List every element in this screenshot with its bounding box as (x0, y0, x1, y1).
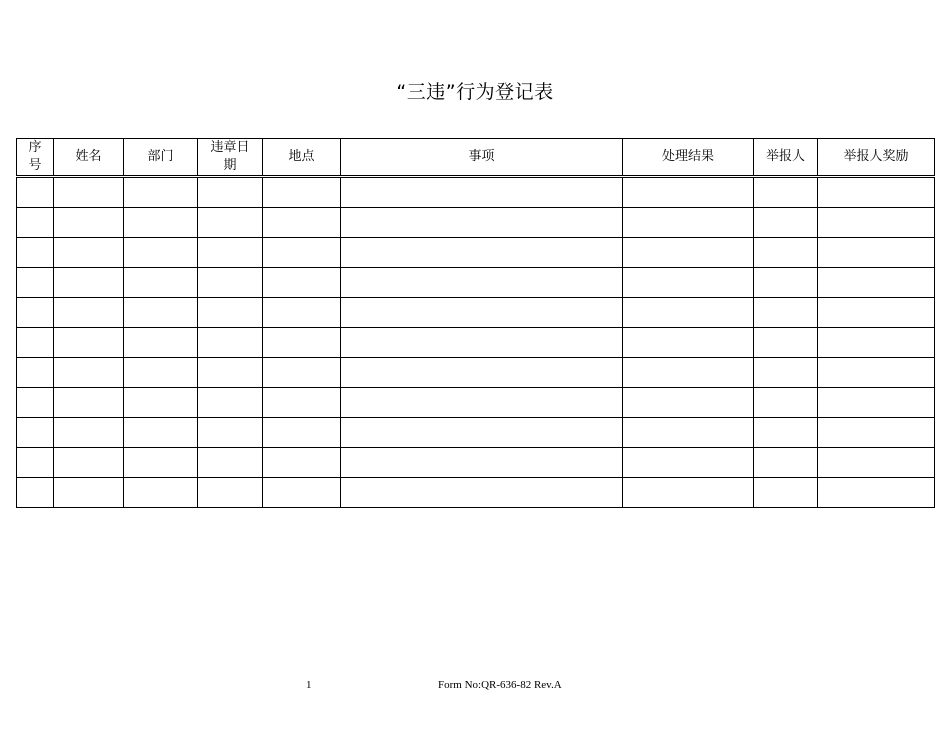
table-cell-name[interactable] (54, 388, 124, 418)
table-cell-date[interactable] (198, 177, 263, 208)
table-cell-result[interactable] (623, 358, 754, 388)
table-cell-date[interactable] (198, 298, 263, 328)
table-cell-reporter[interactable] (754, 418, 818, 448)
table-cell-dept[interactable] (124, 177, 198, 208)
table-cell-place[interactable] (263, 478, 341, 508)
table-cell-reward[interactable] (818, 418, 935, 448)
table-cell-item[interactable] (341, 418, 623, 448)
table-cell-date[interactable] (198, 358, 263, 388)
table-cell-dept[interactable] (124, 238, 198, 268)
table-cell-date[interactable] (198, 478, 263, 508)
table-cell-item[interactable] (341, 448, 623, 478)
table-row (17, 268, 935, 298)
table-row (17, 448, 935, 478)
column-header-item: 事项 (341, 139, 623, 177)
table-cell-result[interactable] (623, 388, 754, 418)
table-row (17, 208, 935, 238)
table-row (17, 298, 935, 328)
table-cell-date[interactable] (198, 388, 263, 418)
form-number: Form No:QR-636-82 Rev.A (438, 679, 562, 691)
table-cell-date[interactable] (198, 208, 263, 238)
table-cell-seq[interactable] (17, 478, 54, 508)
table-cell-item[interactable] (341, 238, 623, 268)
table-cell-name[interactable] (54, 177, 124, 208)
table-cell-result[interactable] (623, 298, 754, 328)
table-cell-item[interactable] (341, 268, 623, 298)
table-cell-reporter[interactable] (754, 298, 818, 328)
table-cell-result[interactable] (623, 418, 754, 448)
table-cell-name[interactable] (54, 418, 124, 448)
table-row (17, 358, 935, 388)
table-header-row (17, 139, 935, 177)
table-cell-place[interactable] (263, 448, 341, 478)
column-header-result: 处理结果 (623, 139, 754, 177)
table-cell-name[interactable] (54, 478, 124, 508)
table-cell-dept[interactable] (124, 268, 198, 298)
table-cell-reward[interactable] (818, 358, 935, 388)
table-cell-result[interactable] (623, 328, 754, 358)
table-cell-seq[interactable] (17, 448, 54, 478)
table-cell-item[interactable] (341, 208, 623, 238)
table-cell-date[interactable] (198, 328, 263, 358)
table-cell-result[interactable] (623, 478, 754, 508)
table-cell-dept[interactable] (124, 208, 198, 238)
table-cell-place[interactable] (263, 388, 341, 418)
table-row (17, 238, 935, 268)
table-cell-name[interactable] (54, 358, 124, 388)
table-cell-seq[interactable] (17, 418, 54, 448)
table-cell-reporter[interactable] (754, 388, 818, 418)
table-cell-reward[interactable] (818, 478, 935, 508)
table-cell-seq[interactable] (17, 208, 54, 238)
table-cell-place[interactable] (263, 328, 341, 358)
table-cell-place[interactable] (263, 208, 341, 238)
table-cell-reporter[interactable] (754, 208, 818, 238)
table-cell-dept[interactable] (124, 388, 198, 418)
table-cell-reward[interactable] (818, 208, 935, 238)
column-header-reporter: 举报人 (754, 139, 818, 177)
table-cell-name[interactable] (54, 328, 124, 358)
table-cell-place[interactable] (263, 177, 341, 208)
table-cell-reward[interactable] (818, 448, 935, 478)
table-cell-dept[interactable] (124, 418, 198, 448)
table-cell-place[interactable] (263, 418, 341, 448)
table-cell-seq[interactable] (17, 358, 54, 388)
table-cell-item[interactable] (341, 388, 623, 418)
table-cell-reporter[interactable] (754, 478, 818, 508)
table-cell-item[interactable] (341, 358, 623, 388)
table-cell-reward[interactable] (818, 388, 935, 418)
table-cell-dept[interactable] (124, 328, 198, 358)
column-header-name: 姓名 (54, 139, 124, 177)
table-cell-result[interactable] (623, 208, 754, 238)
table-cell-reward[interactable] (818, 298, 935, 328)
table-cell-reporter[interactable] (754, 177, 818, 208)
column-header-reward: 举报人奖励 (818, 139, 935, 177)
table-cell-item[interactable] (341, 478, 623, 508)
table-cell-name[interactable] (54, 448, 124, 478)
table-cell-reporter[interactable] (754, 238, 818, 268)
table-cell-result[interactable] (623, 238, 754, 268)
table-cell-dept[interactable] (124, 448, 198, 478)
table-row (17, 177, 935, 208)
table-cell-reward[interactable] (818, 328, 935, 358)
table-cell-reward[interactable] (818, 177, 935, 208)
table-cell-seq[interactable] (17, 238, 54, 268)
table-cell-reporter[interactable] (754, 328, 818, 358)
table-cell-name[interactable] (54, 298, 124, 328)
table-body (17, 177, 935, 508)
table-cell-place[interactable] (263, 298, 341, 328)
table-cell-name[interactable] (54, 238, 124, 268)
table-cell-reporter[interactable] (754, 268, 818, 298)
table-cell-date[interactable] (198, 448, 263, 478)
violation-register-table (16, 138, 935, 508)
table-cell-place[interactable] (263, 238, 341, 268)
column-header-dept: 部门 (124, 139, 198, 177)
table-cell-seq[interactable] (17, 388, 54, 418)
table-row (17, 328, 935, 358)
document-title: “三违”行为登记表 (396, 81, 554, 103)
table-cell-seq[interactable] (17, 298, 54, 328)
table-cell-place[interactable] (263, 358, 341, 388)
table-row (17, 388, 935, 418)
table-cell-dept[interactable] (124, 478, 198, 508)
table-cell-name[interactable] (54, 208, 124, 238)
table-cell-result[interactable] (623, 448, 754, 478)
table-cell-seq[interactable] (17, 177, 54, 208)
table-cell-seq[interactable] (17, 328, 54, 358)
column-header-date: 违章日期 (198, 139, 263, 177)
table-cell-seq[interactable] (17, 268, 54, 298)
table-cell-reward[interactable] (818, 238, 935, 268)
table-cell-dept[interactable] (124, 358, 198, 388)
table-cell-reporter[interactable] (754, 448, 818, 478)
table-row (17, 478, 935, 508)
table-cell-date[interactable] (198, 418, 263, 448)
table-cell-reward[interactable] (818, 268, 935, 298)
column-header-seq: 序号 (17, 139, 54, 177)
column-header-place: 地点 (263, 139, 341, 177)
table-cell-item[interactable] (341, 298, 623, 328)
table-cell-dept[interactable] (124, 298, 198, 328)
table-cell-place[interactable] (263, 268, 341, 298)
table-cell-date[interactable] (198, 238, 263, 268)
table-cell-result[interactable] (623, 268, 754, 298)
table-cell-result[interactable] (623, 177, 754, 208)
table-cell-item[interactable] (341, 328, 623, 358)
table-cell-date[interactable] (198, 268, 263, 298)
table-cell-name[interactable] (54, 268, 124, 298)
table-row (17, 418, 935, 448)
table-cell-reporter[interactable] (754, 358, 818, 388)
table-cell-item[interactable] (341, 177, 623, 208)
page-number: 1 (306, 679, 312, 691)
